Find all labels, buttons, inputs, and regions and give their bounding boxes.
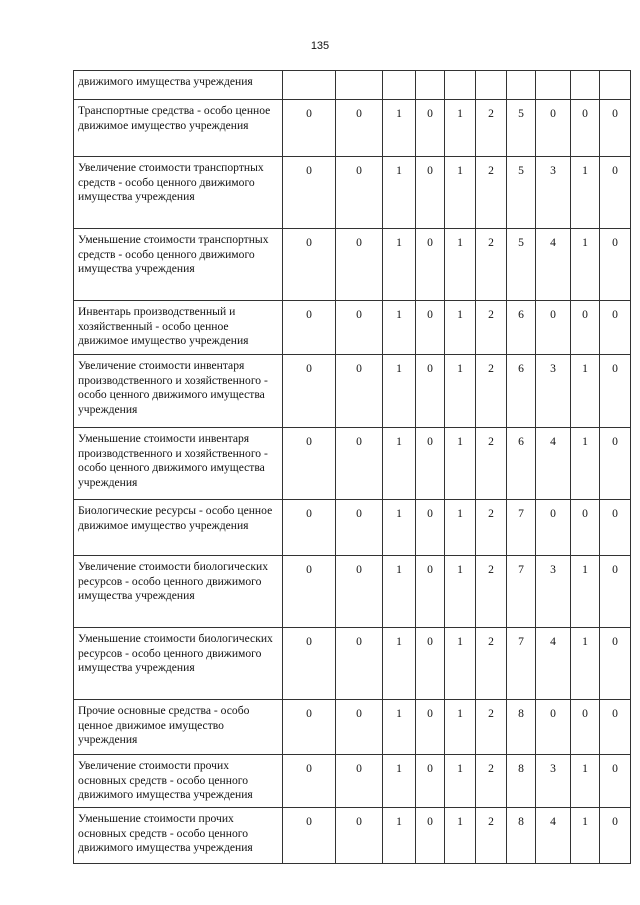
account-codes-table <box>73 70 631 864</box>
page-number: 135 <box>310 40 330 52</box>
table-body <box>74 71 631 864</box>
code-digit-cell: 0 <box>600 808 631 864</box>
code-digit-cell: 0 <box>600 229 631 301</box>
code-digit-cell: 0 <box>600 157 631 229</box>
code-digit-cell: 0 <box>571 500 600 556</box>
code-digit-cell: 0 <box>336 229 383 301</box>
code-digit-cell: 0 <box>283 755 336 808</box>
table-row <box>74 157 631 229</box>
code-digit-cell: 0 <box>336 628 383 700</box>
code-digit-cell <box>536 71 571 100</box>
row-label: Уменьшение стоимости транспортных средств - особо ценного движимого имущества учреждения <box>74 229 283 301</box>
table-row <box>74 100 631 157</box>
code-digit-cell: 0 <box>336 500 383 556</box>
code-digit-cell: 4 <box>536 808 571 864</box>
code-digit-cell: 1 <box>383 755 416 808</box>
code-digit-cell: 1 <box>383 157 416 229</box>
row-label: Прочие основные средства - особо ценное движимое имущество учреждения <box>74 700 283 755</box>
row-label: Увеличение стоимости прочих основных средств - особо ценного движимого имущества учреждения <box>74 755 283 808</box>
code-digit-cell: 1 <box>383 428 416 500</box>
code-digit-cell: 0 <box>571 100 600 157</box>
code-digit-cell: 0 <box>536 100 571 157</box>
code-digit-cell: 2 <box>476 428 507 500</box>
code-digit-cell: 1 <box>445 808 476 864</box>
row-label: Биологические ресурсы - особо ценное движимое имущество учреждения <box>74 500 283 556</box>
table-row <box>74 229 631 301</box>
code-digit-cell: 0 <box>571 700 600 755</box>
code-digit-cell: 2 <box>476 100 507 157</box>
code-digit-cell: 0 <box>571 301 600 355</box>
code-digit-cell <box>507 71 536 100</box>
code-digit-cell: 1 <box>445 556 476 628</box>
code-digit-cell: 4 <box>536 229 571 301</box>
code-digit-cell <box>416 71 445 100</box>
code-digit-cell: 2 <box>476 355 507 428</box>
code-digit-cell: 0 <box>283 500 336 556</box>
row-label: Транспортные средства - особо ценное движимое имущество учреждения <box>74 100 283 157</box>
code-digit-cell: 0 <box>416 229 445 301</box>
code-digit-cell: 0 <box>416 355 445 428</box>
code-digit-cell: 2 <box>476 229 507 301</box>
code-digit-cell: 1 <box>445 755 476 808</box>
code-digit-cell: 0 <box>283 157 336 229</box>
code-digit-cell: 0 <box>600 500 631 556</box>
code-digit-cell: 5 <box>507 100 536 157</box>
table-row <box>74 500 631 556</box>
code-digit-cell: 1 <box>445 700 476 755</box>
code-digit-cell: 0 <box>283 700 336 755</box>
code-digit-cell: 1 <box>383 355 416 428</box>
table-row <box>74 628 631 700</box>
row-label: Увеличение стоимости биологических ресурсов - особо ценного движимого имущества учреждения <box>74 556 283 628</box>
table-row <box>74 355 631 428</box>
code-digit-cell <box>445 71 476 100</box>
row-label: Уменьшение стоимости инвентаря производственного и хозяйственного - особо ценного движимого имущества учреждения <box>74 428 283 500</box>
code-digit-cell: 0 <box>416 301 445 355</box>
code-digit-cell: 0 <box>336 355 383 428</box>
code-digit-cell: 0 <box>416 500 445 556</box>
code-digit-cell: 7 <box>507 500 536 556</box>
code-digit-cell: 0 <box>536 301 571 355</box>
code-digit-cell: 8 <box>507 700 536 755</box>
row-label: движимого имущества учреждения <box>74 71 283 100</box>
code-digit-cell: 1 <box>383 500 416 556</box>
code-digit-cell: 2 <box>476 628 507 700</box>
code-digit-cell: 0 <box>416 808 445 864</box>
code-digit-cell: 0 <box>536 500 571 556</box>
code-digit-cell: 1 <box>445 157 476 229</box>
code-digit-cell: 7 <box>507 628 536 700</box>
code-digit-cell: 1 <box>445 428 476 500</box>
code-digit-cell: 0 <box>600 556 631 628</box>
code-digit-cell: 6 <box>507 428 536 500</box>
code-digit-cell: 2 <box>476 808 507 864</box>
code-digit-cell <box>571 71 600 100</box>
code-digit-cell: 1 <box>571 628 600 700</box>
code-digit-cell: 1 <box>571 808 600 864</box>
code-digit-cell: 0 <box>336 301 383 355</box>
code-digit-cell: 1 <box>445 355 476 428</box>
table-row-header <box>74 71 631 100</box>
row-label: Увеличение стоимости инвентаря производственного и хозяйственного - особо ценного движимого имущества учреждения <box>74 355 283 428</box>
code-digit-cell: 0 <box>600 700 631 755</box>
code-digit-cell: 1 <box>445 500 476 556</box>
code-digit-cell: 0 <box>416 556 445 628</box>
code-digit-cell: 0 <box>336 428 383 500</box>
table-row <box>74 428 631 500</box>
code-digit-cell: 0 <box>600 301 631 355</box>
code-digit-cell: 1 <box>383 301 416 355</box>
code-digit-cell: 5 <box>507 157 536 229</box>
code-digit-cell: 1 <box>571 428 600 500</box>
code-digit-cell: 0 <box>283 428 336 500</box>
code-digit-cell: 0 <box>283 100 336 157</box>
code-digit-cell: 1 <box>383 700 416 755</box>
code-digit-cell: 0 <box>283 229 336 301</box>
code-digit-cell: 0 <box>416 100 445 157</box>
code-digit-cell: 2 <box>476 700 507 755</box>
table-row <box>74 301 631 355</box>
code-digit-cell: 0 <box>336 157 383 229</box>
code-digit-cell: 3 <box>536 556 571 628</box>
code-digit-cell: 1 <box>383 808 416 864</box>
code-digit-cell: 0 <box>536 700 571 755</box>
table-row <box>74 808 631 864</box>
code-digit-cell: 0 <box>416 628 445 700</box>
code-digit-cell <box>600 71 631 100</box>
code-digit-cell: 0 <box>336 100 383 157</box>
code-digit-cell: 1 <box>383 229 416 301</box>
code-digit-cell: 0 <box>336 700 383 755</box>
code-digit-cell: 2 <box>476 301 507 355</box>
code-digit-cell: 0 <box>416 755 445 808</box>
code-digit-cell: 4 <box>536 428 571 500</box>
row-label: Уменьшение стоимости прочих основных средств - особо ценного движимого имущества учреждения <box>74 808 283 864</box>
row-label: Уменьшение стоимости биологических ресурсов - особо ценного движимого имущества учреждения <box>74 628 283 700</box>
code-digit-cell: 0 <box>600 755 631 808</box>
code-digit-cell: 1 <box>445 628 476 700</box>
code-digit-cell: 0 <box>283 556 336 628</box>
code-digit-cell: 0 <box>600 428 631 500</box>
code-digit-cell: 0 <box>283 808 336 864</box>
code-digit-cell: 2 <box>476 500 507 556</box>
code-digit-cell: 0 <box>283 301 336 355</box>
table-row <box>74 755 631 808</box>
code-digit-cell: 0 <box>600 355 631 428</box>
table-row <box>74 556 631 628</box>
code-digit-cell: 1 <box>571 229 600 301</box>
code-digit-cell: 1 <box>571 556 600 628</box>
table-row <box>74 700 631 755</box>
code-digit-cell: 6 <box>507 355 536 428</box>
code-digit-cell: 1 <box>445 301 476 355</box>
code-digit-cell <box>476 71 507 100</box>
code-digit-cell: 1 <box>571 157 600 229</box>
code-digit-cell: 1 <box>445 229 476 301</box>
code-digit-cell: 2 <box>476 556 507 628</box>
code-digit-cell: 3 <box>536 157 571 229</box>
code-digit-cell: 1 <box>383 556 416 628</box>
code-digit-cell: 0 <box>416 428 445 500</box>
code-digit-cell: 3 <box>536 355 571 428</box>
code-digit-cell: 8 <box>507 808 536 864</box>
code-digit-cell: 1 <box>383 100 416 157</box>
code-digit-cell: 0 <box>283 355 336 428</box>
code-digit-cell: 0 <box>336 808 383 864</box>
code-digit-cell: 0 <box>600 100 631 157</box>
code-digit-cell: 0 <box>600 628 631 700</box>
code-digit-cell: 1 <box>445 100 476 157</box>
code-digit-cell: 3 <box>536 755 571 808</box>
code-digit-cell: 5 <box>507 229 536 301</box>
code-digit-cell: 0 <box>416 157 445 229</box>
code-digit-cell: 2 <box>476 157 507 229</box>
code-digit-cell: 0 <box>416 700 445 755</box>
code-digit-cell: 4 <box>536 628 571 700</box>
code-digit-cell: 2 <box>476 755 507 808</box>
code-digit-cell: 6 <box>507 301 536 355</box>
code-digit-cell: 8 <box>507 755 536 808</box>
code-digit-cell <box>383 71 416 100</box>
code-digit-cell <box>336 71 383 100</box>
row-label: Увеличение стоимости транспортных средств - особо ценного движимого имущества учреждения <box>74 157 283 229</box>
code-digit-cell: 0 <box>336 755 383 808</box>
row-label: Инвентарь производственный и хозяйственный - особо ценное движимое имущество учреждения <box>74 301 283 355</box>
code-digit-cell <box>283 71 336 100</box>
code-digit-cell: 0 <box>283 628 336 700</box>
code-digit-cell: 1 <box>571 355 600 428</box>
code-digit-cell: 0 <box>336 556 383 628</box>
code-digit-cell: 1 <box>571 755 600 808</box>
code-digit-cell: 1 <box>383 628 416 700</box>
code-digit-cell: 7 <box>507 556 536 628</box>
